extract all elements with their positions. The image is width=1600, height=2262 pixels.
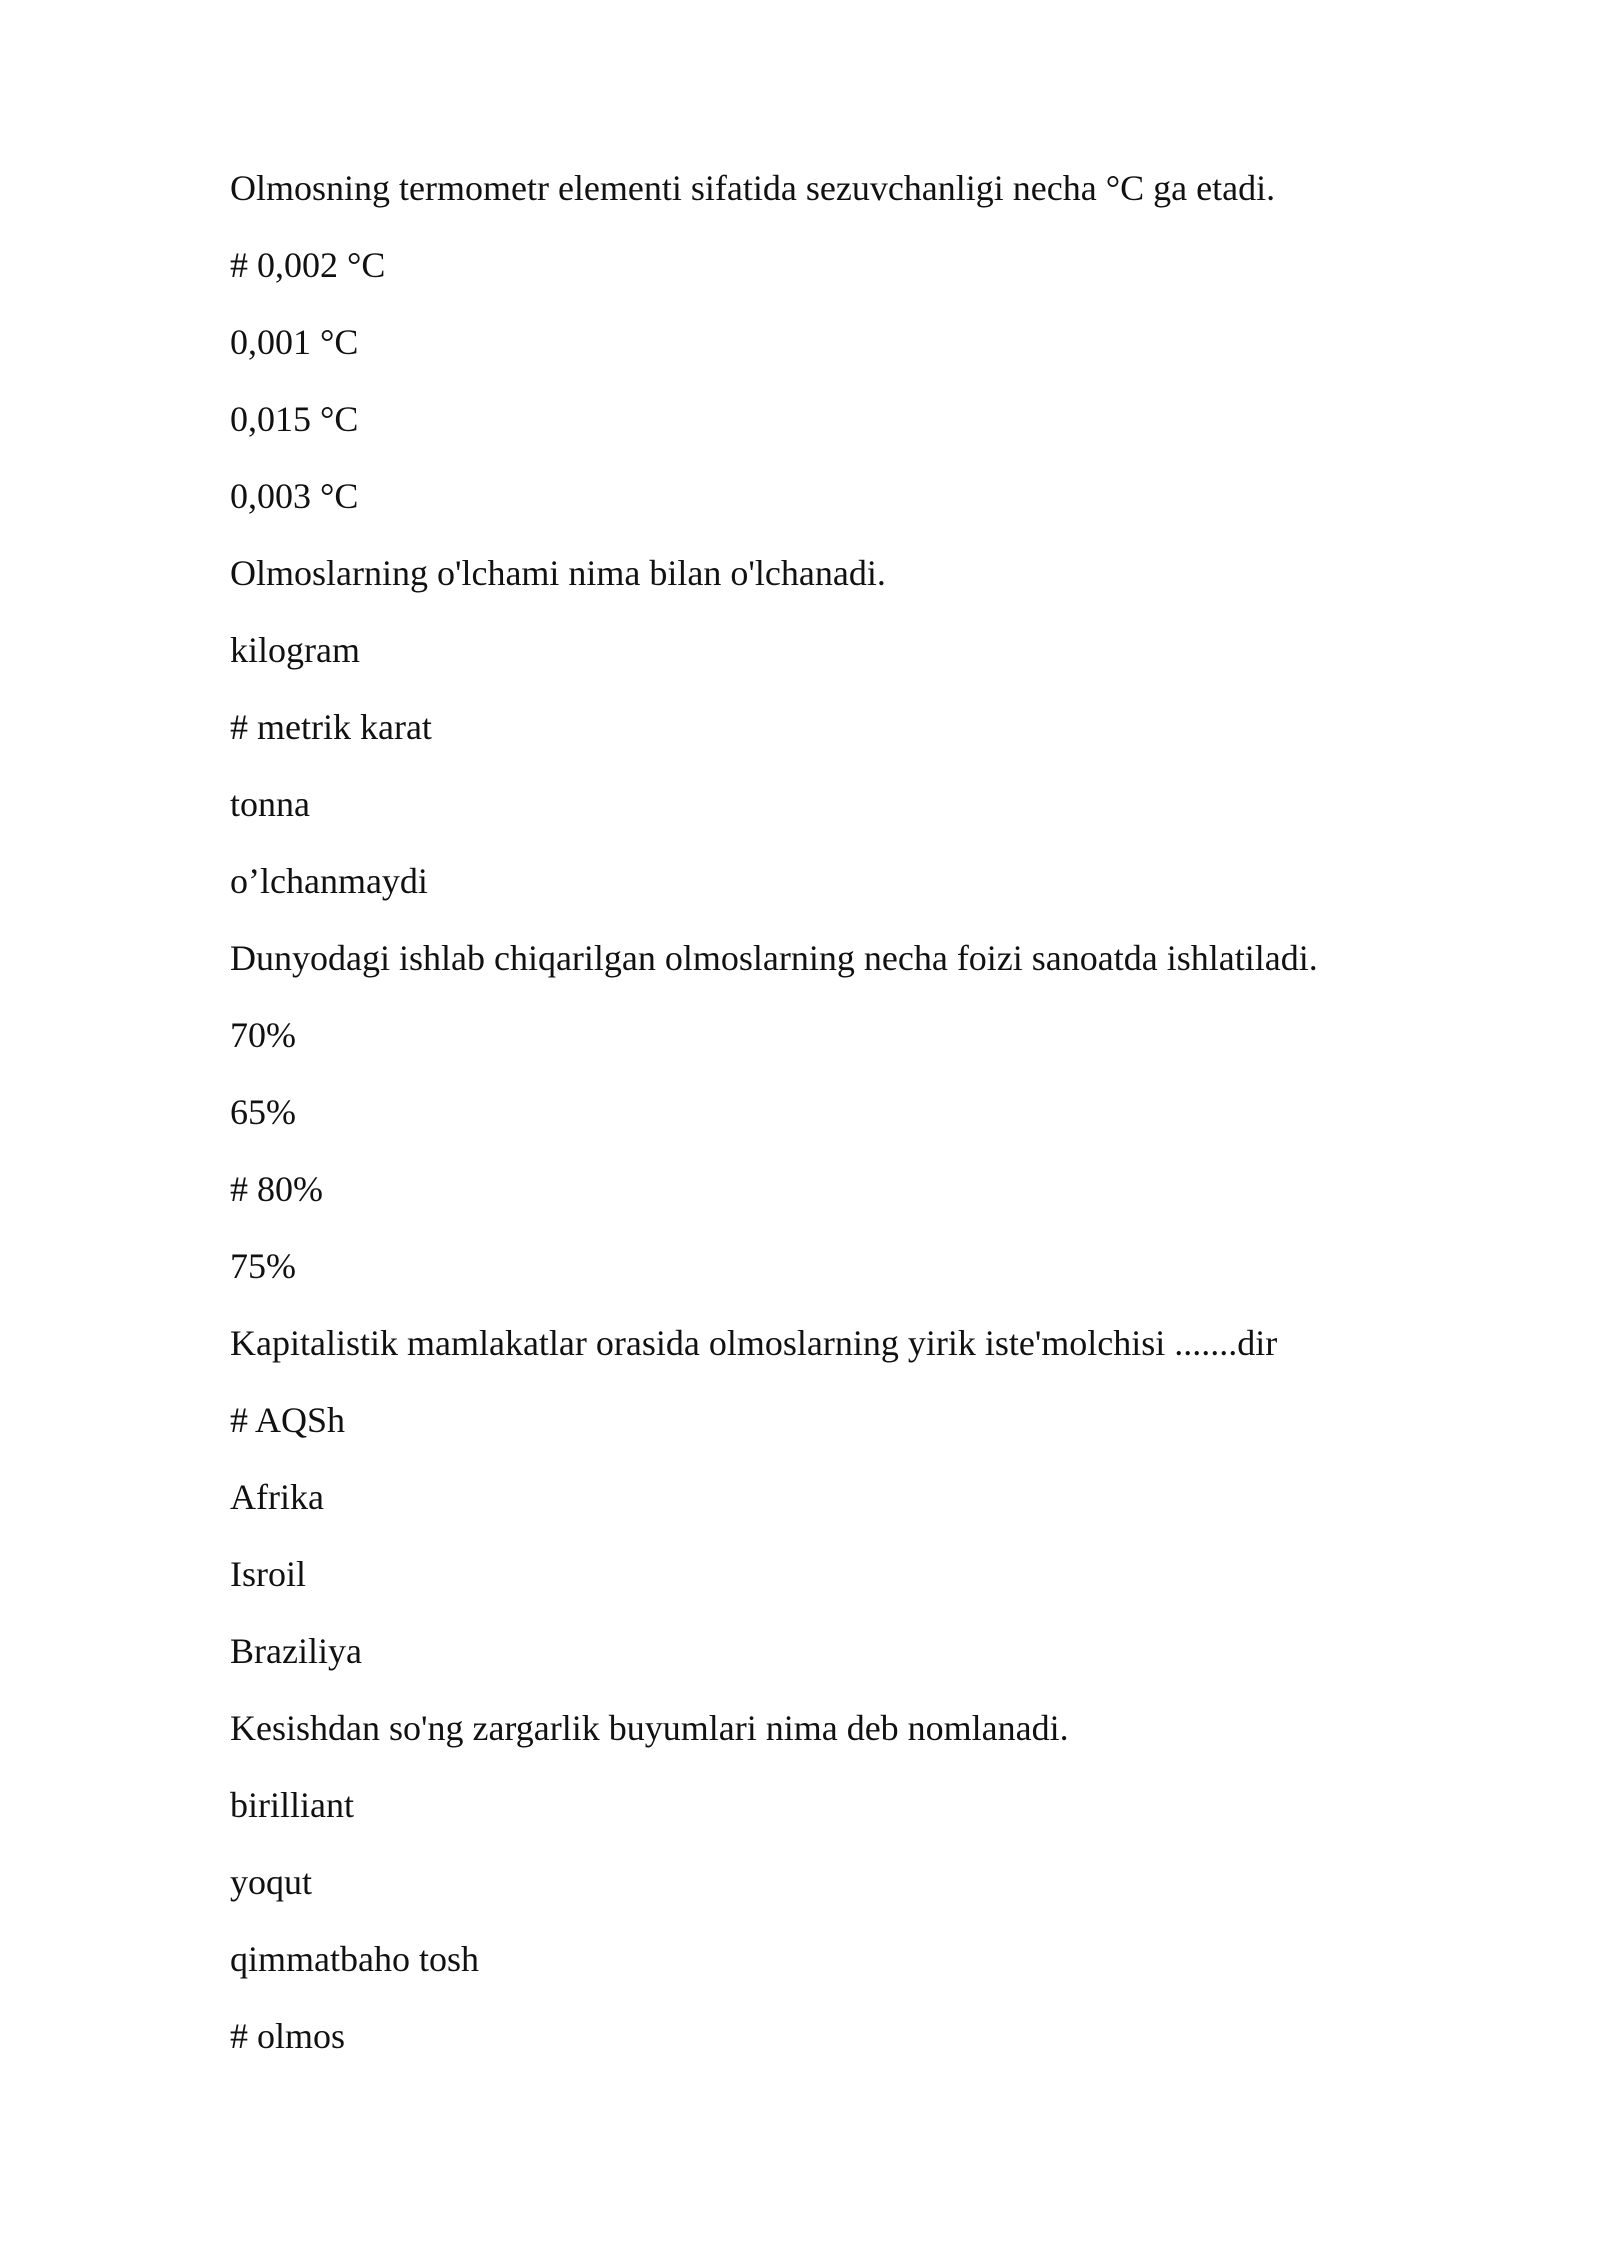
answer-line: Braziliya — [230, 1631, 362, 1671]
answer-line: 70% — [230, 1015, 296, 1055]
question-2: Olmoslarning o'lchami nima bilan o'lchanadi. — [230, 553, 886, 593]
answer-line: 75% — [230, 1246, 296, 1286]
question-1: Olmosning termometr elementi sifatida sezuvchanligi necha °C ga etadi. — [230, 168, 1276, 208]
quiz-text — [230, 150, 1430, 2075]
answer-line: # AQSh — [230, 1400, 346, 1440]
answer-line: o’lchanmaydi — [230, 861, 428, 901]
answer-line: # 80% — [230, 1169, 323, 1209]
answer-line: kilogram — [230, 630, 360, 670]
answer-line: # olmos — [230, 2016, 346, 2056]
answer-line: # metrik karat — [230, 707, 432, 747]
answer-line: Afrika — [230, 1477, 324, 1517]
answer-line: qimmatbaho tosh — [230, 1939, 479, 1979]
question-5: Kesishdan so'ng zargarlik buyumlari nima deb nomlanadi. — [230, 1708, 1069, 1748]
question-4: Kapitalistik mamlakatlar orasida olmoslarning yirik iste'molchisi .......dir — [230, 1323, 1278, 1363]
answer-line: tonna — [230, 784, 310, 824]
answer-line: # 0,002 °C — [230, 245, 386, 285]
answer-line: 0,015 °C — [230, 399, 359, 439]
answer-line: birilliant — [230, 1785, 354, 1825]
answer-line: Isroil — [230, 1554, 306, 1594]
answer-line: yoqut — [230, 1862, 313, 1902]
question-3: Dunyodagi ishlab chiqarilgan olmoslarning necha foizi sanoatda ishlatiladi. — [230, 938, 1318, 978]
answer-line: 0,001 °C — [230, 322, 359, 362]
answer-line: 65% — [230, 1092, 296, 1132]
answer-line: 0,003 °C — [230, 476, 359, 516]
